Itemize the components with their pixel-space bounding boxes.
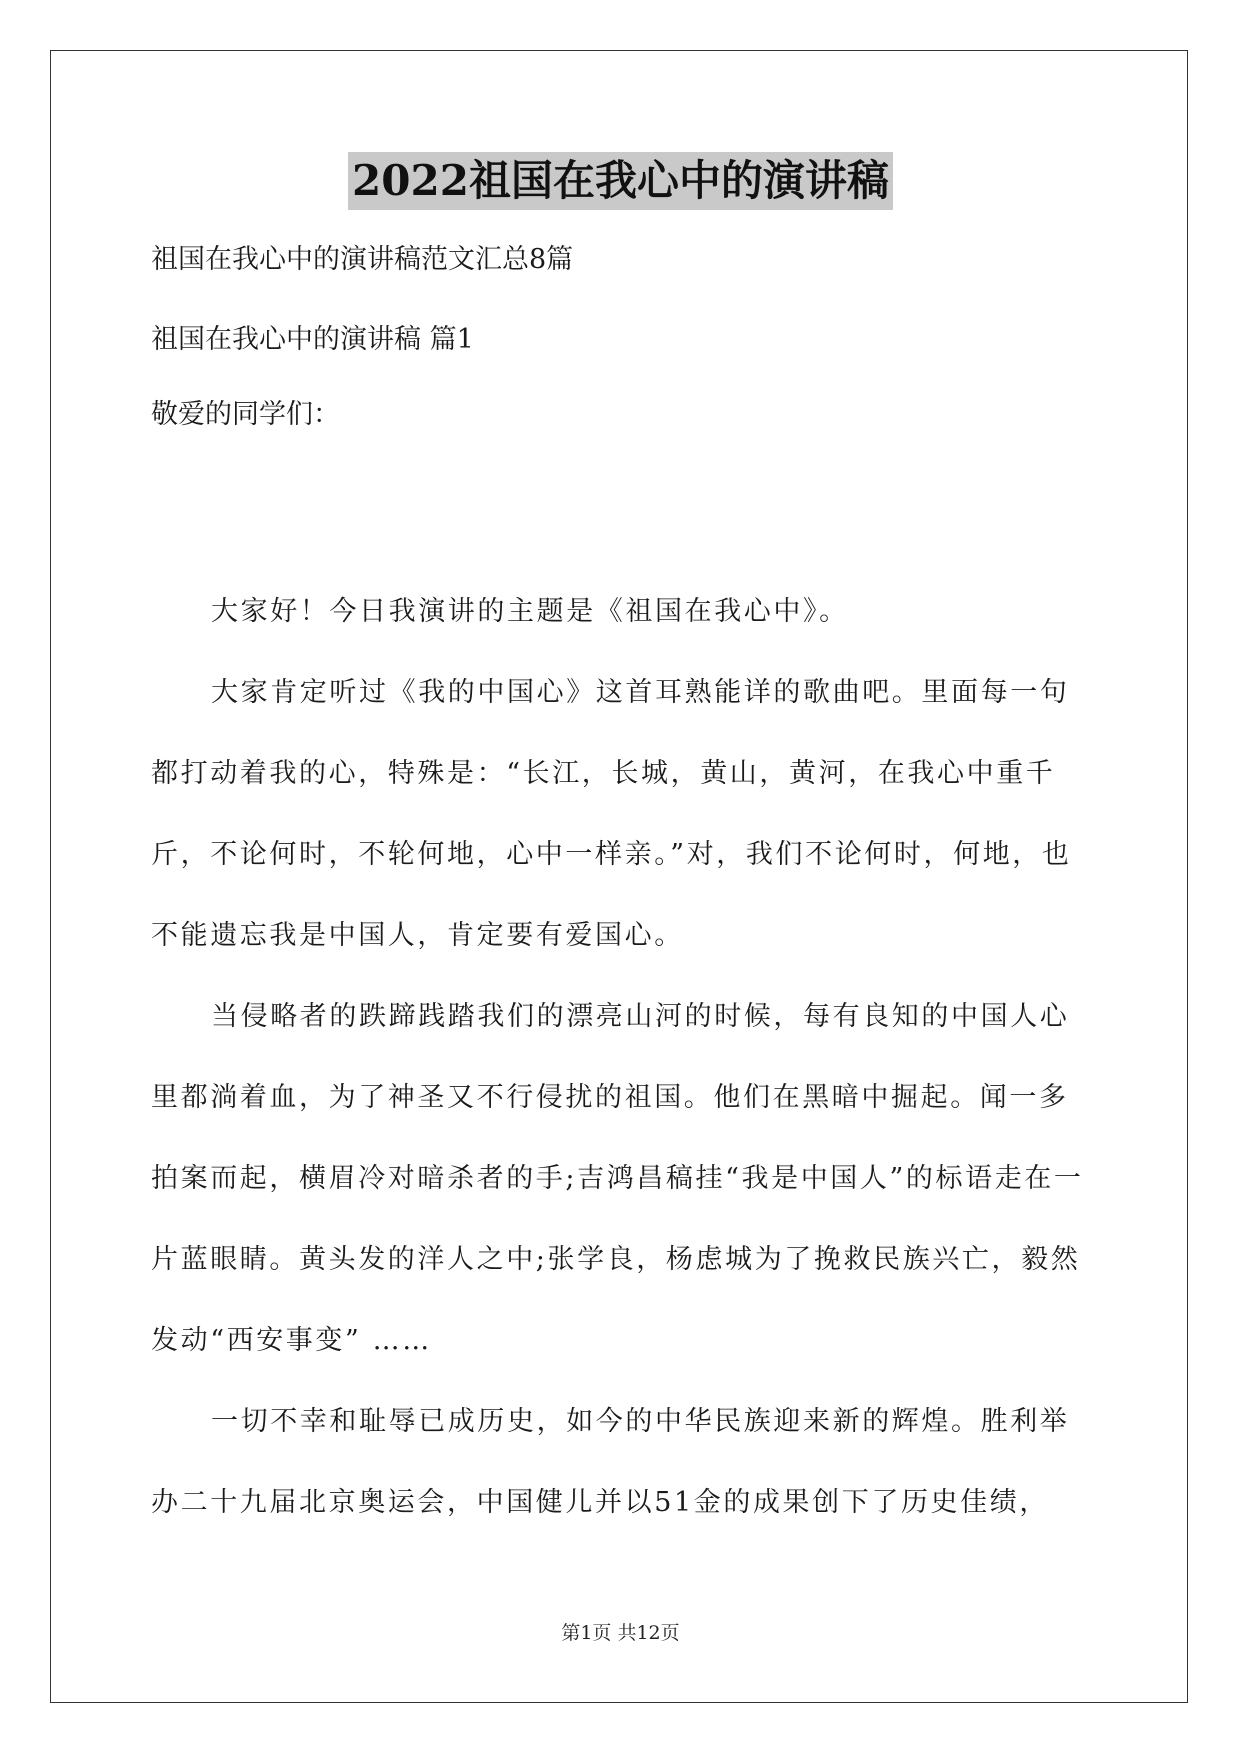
paragraph-4: 一切不幸和耻辱已成历史，如今的中华民族迎来新的辉煌。胜利举办二十九届北京奥运会，中国健儿并以51金的成果创下了历史佳绩， [151, 1406, 1070, 1518]
salutation: 敬爱的同学们： [151, 399, 340, 430]
paragraph-3: 当侵略者的跌蹄践踏我们的漂亮山河的时候，每有良知的中国人心里都淌着血，为了神圣又不行侵扰的祖国。他们在黑暗中掘起。闻一多拍案而起，横眉冷对暗杀者的手;吉鸿昌稿挂“我是中国人”的标语走在一片蓝眼睛。黄头发的洋人之中;张学良，杨虑城为了挽救民族兴亡，毅然发动“西安事变” …… [151, 1001, 1084, 1356]
section-heading: 祖国在我心中的演讲稿 篇1 [151, 324, 474, 355]
page-number: 第1页 共12页 [561, 1622, 680, 1644]
document-subtitle: 祖国在我心中的演讲稿范文汇总8篇 [151, 244, 574, 275]
title-container [0, 152, 1241, 210]
paragraph-2: 大家肯定听过《我的中国心》这首耳熟能详的歌曲吧。里面每一句都打动着我的心，特殊是：“长江，长城，黄山，黄河，在我心中重千斤，不论何时，不轮何地，心中一样亲。”对，我们不论何时，何地，也不能遗忘我是中国人，肯定要有爱国心。 [151, 677, 1072, 951]
document-title: 2022祖国在我心中的演讲稿 [348, 152, 893, 210]
paragraph-1: 大家好！今日我演讲的主题是《祖国在我心中》。 [211, 596, 849, 627]
